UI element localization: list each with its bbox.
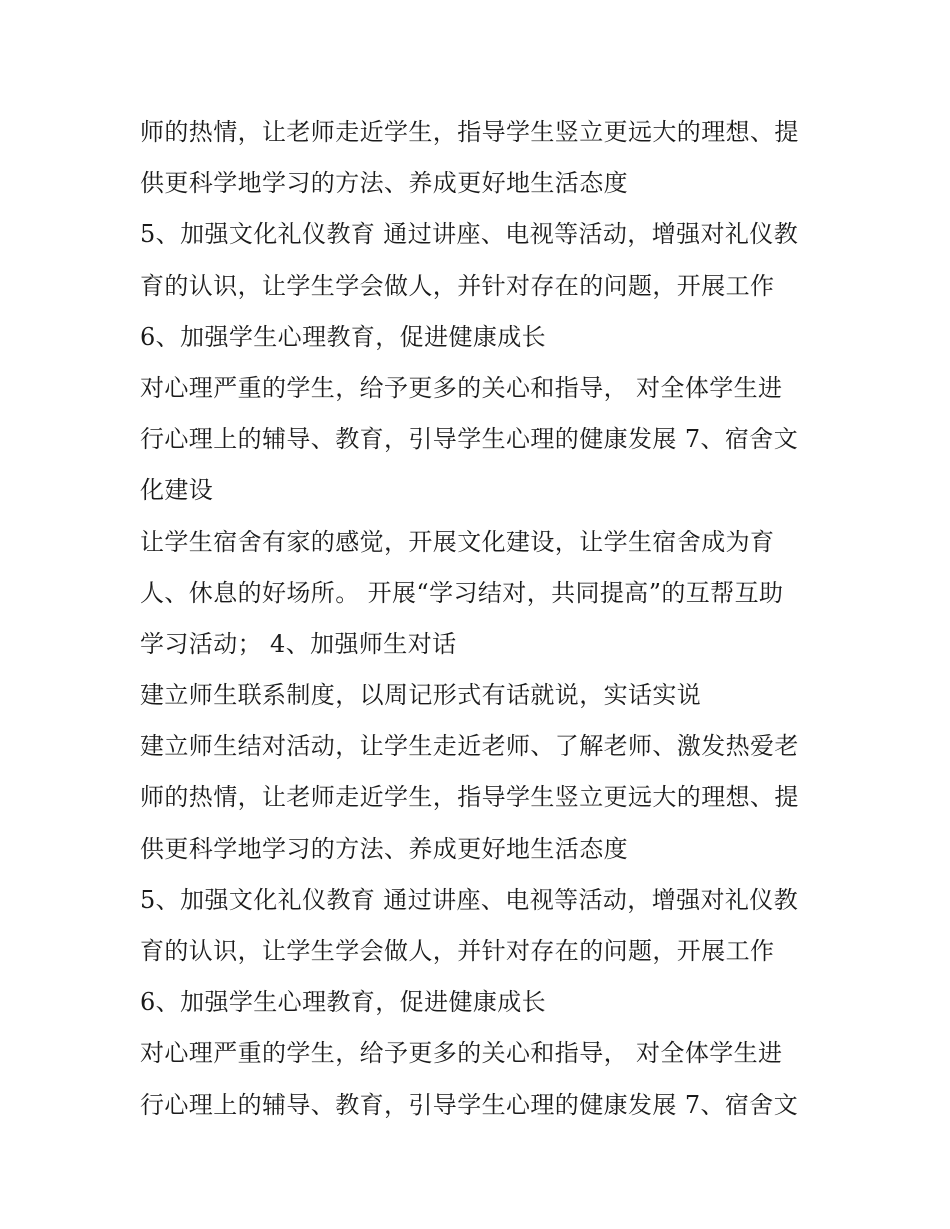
text-line: 学习活动； 4、加强师生对话 <box>140 629 457 658</box>
text-line: 化建设 <box>140 476 214 505</box>
text-line: 育的认识，让学生学会做人，并针对存在的问题，开展工作 <box>140 271 775 300</box>
text-line: 供更科学地学习的方法、养成更好地生活态度 <box>140 834 628 863</box>
text-line: 建立师生结对活动，让学生走近老师、了解老师、激发热爱老 <box>140 732 799 761</box>
text-line: 育的认识，让学生学会做人，并针对存在的问题，开展工作 <box>140 937 775 965</box>
text-line: 对心理严重的学生，给予更多的关心和指导， 对全体学生进 <box>140 373 783 402</box>
text-line: 6、加强学生心理教育，促进健康成长 <box>140 322 547 351</box>
text-line: 5、加强文化礼仪教育 通过讲座、电视等活动，增强对礼仪教 <box>140 885 799 914</box>
text-line: 6、加强学生心理教育，促进健康成长 <box>140 988 547 1017</box>
text-line: 5、加强文化礼仪教育 通过讲座、电视等活动，增强对礼仪教 <box>140 220 799 249</box>
text-line: 师的热情，让老师走近学生，指导学生竖立更远大的理想、提 <box>140 118 799 146</box>
text-line: 对心理严重的学生，给予更多的关心和指导， 对全体学生进 <box>140 1039 783 1068</box>
text-line: 师的热情，让老师走近学生，指导学生竖立更远大的理想、提 <box>140 783 799 812</box>
text-line: 行心理上的辅导、教育，引导学生心理的健康发展 7、宿舍文 <box>140 1090 799 1119</box>
text-line: 行心理上的辅导、教育，引导学生心理的健康发展 7、宿舍文 <box>140 425 799 454</box>
document-body <box>140 107 830 1131</box>
text-line: 建立师生联系制度，以周记形式有话就说，实话实说 <box>140 681 702 710</box>
text-line: 让学生宿舍有家的感觉，开展文化建设，让学生宿舍成为育 <box>140 527 775 556</box>
text-line: 人、休息的好场所。 开展“学习结对，共同提高”的互帮互助 <box>140 578 784 607</box>
text-line: 供更科学地学习的方法、养成更好地生活态度 <box>140 169 628 198</box>
